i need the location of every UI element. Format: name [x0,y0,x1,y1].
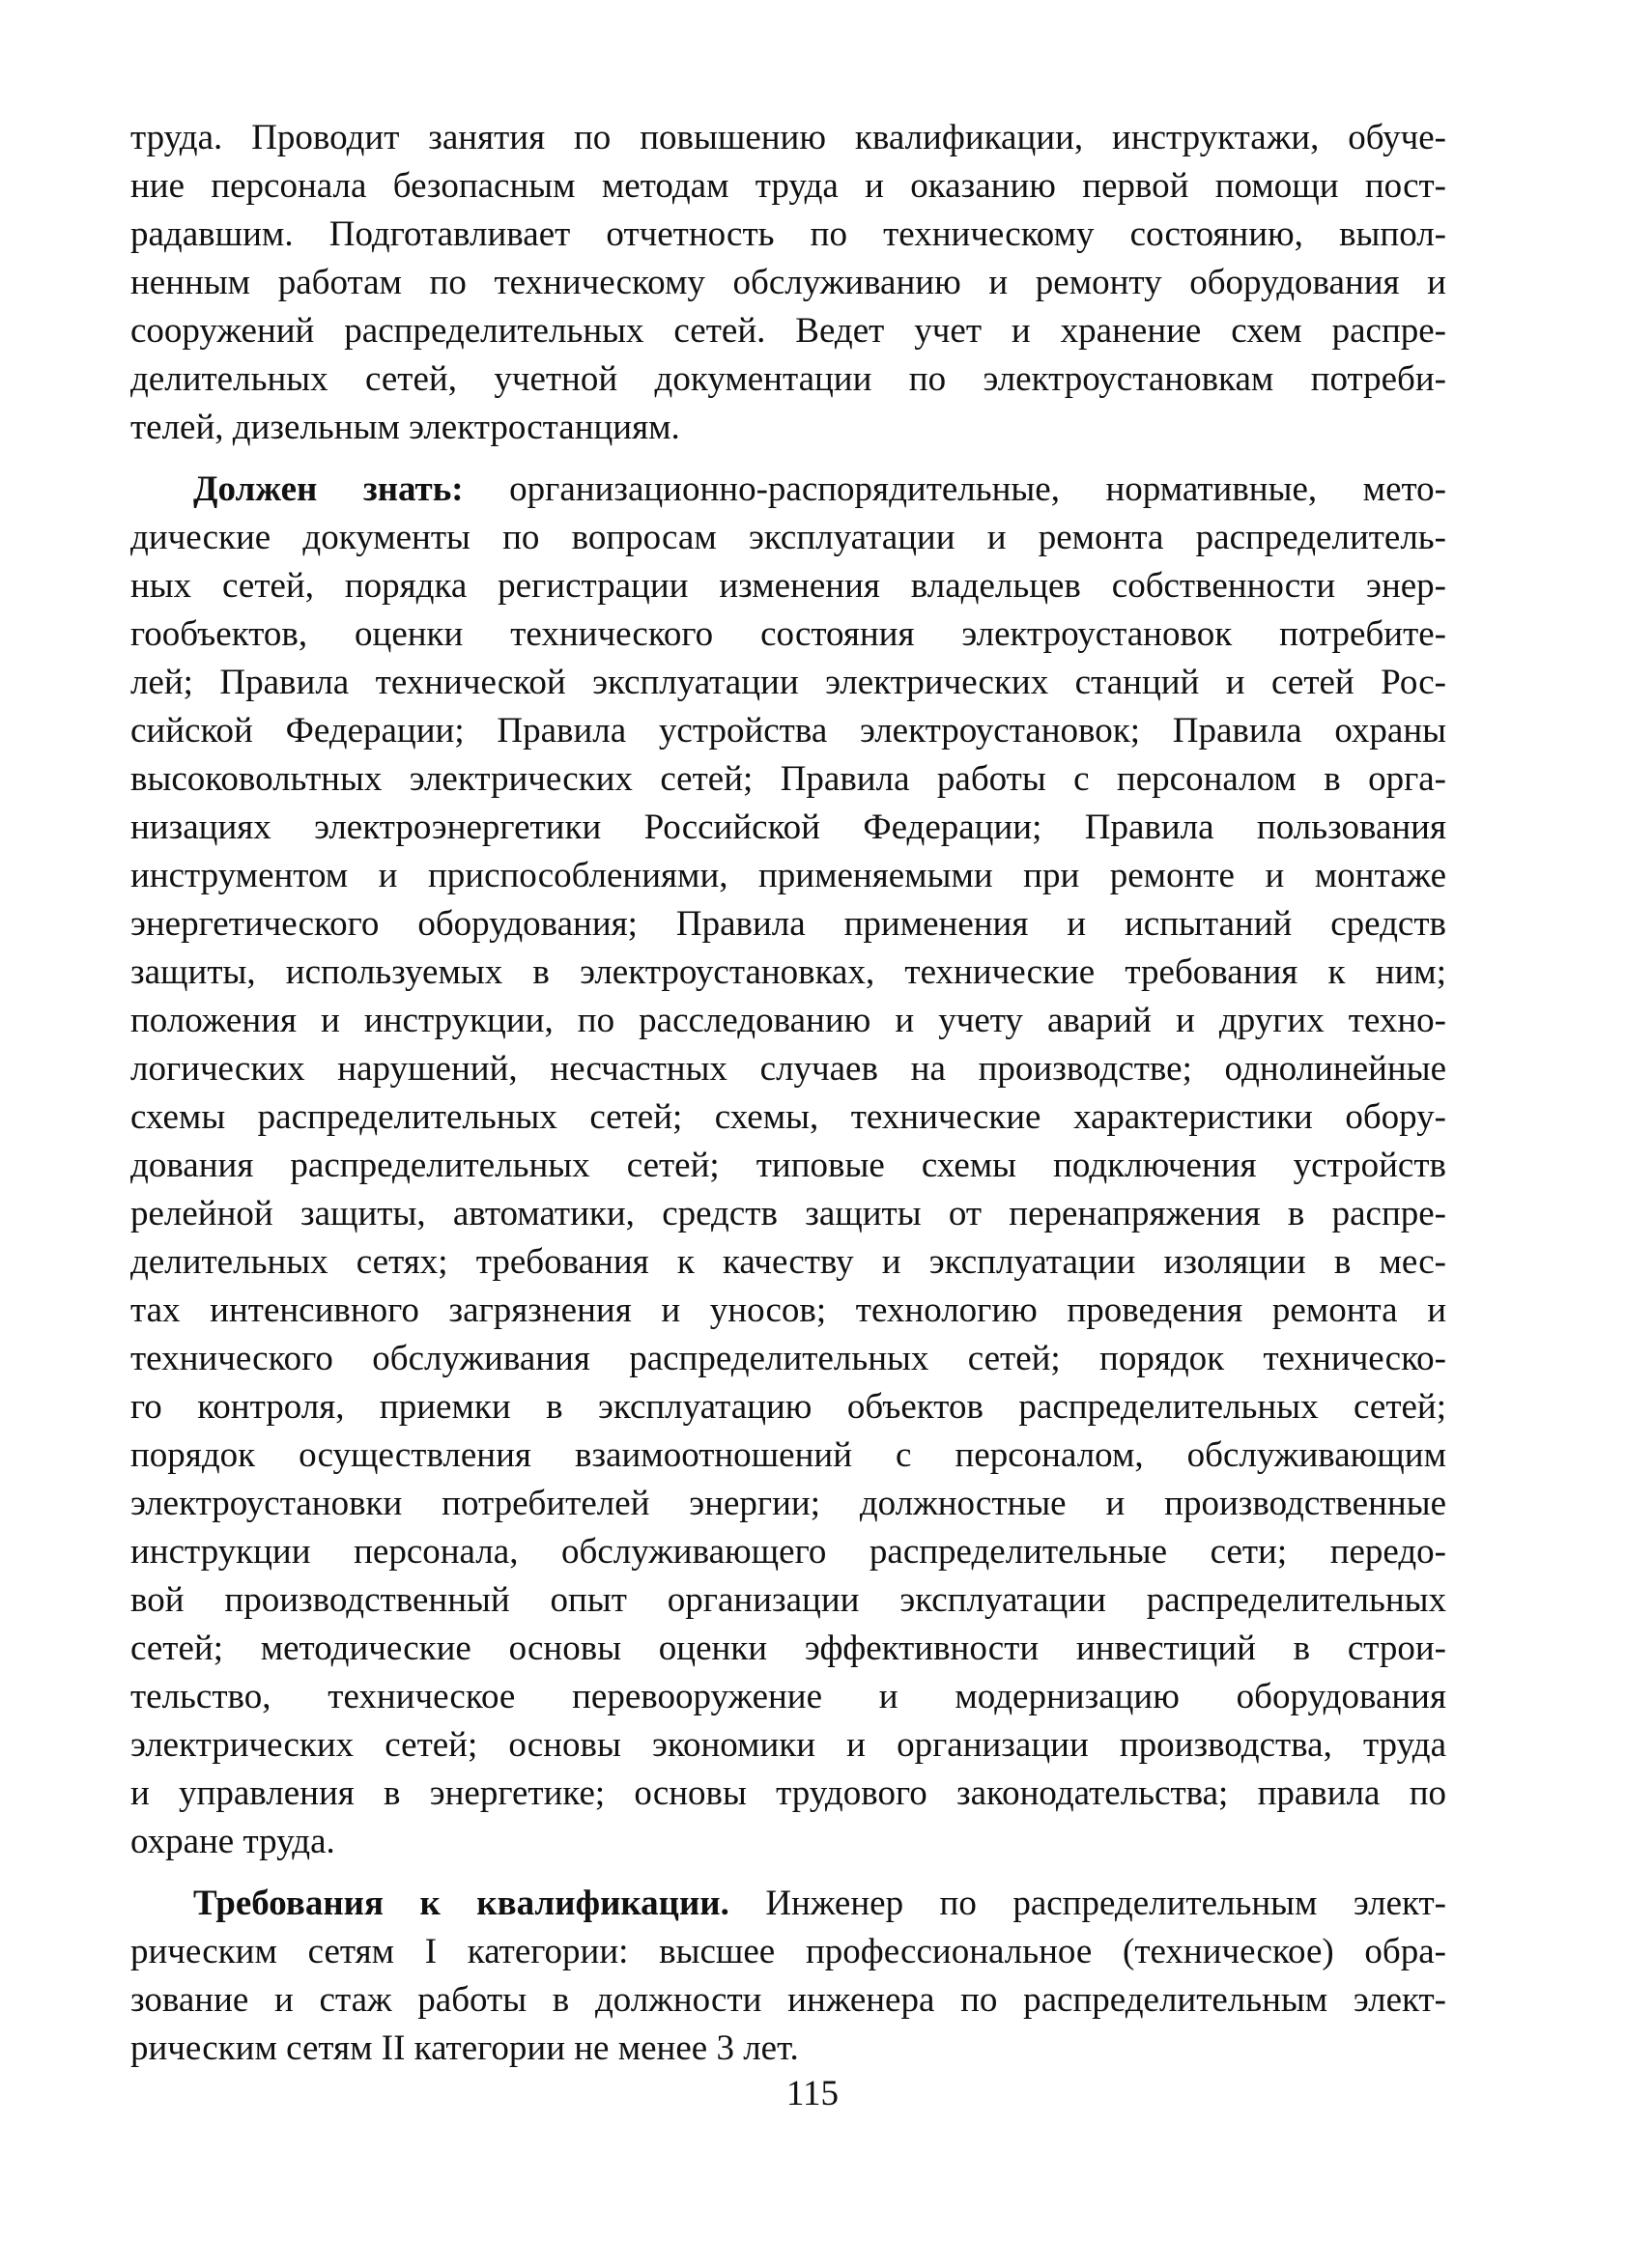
text-line: схемы распределительных сетей; схемы, технические характеристики обору- [130,1097,1446,1137]
paragraph-duties-end [130,114,1446,452]
text-line: и управления в энергетике; основы трудового законодательства; правила по [130,1773,1446,1813]
text-line: порядок осуществления взаимоотношений с персоналом, обслуживающим [130,1435,1446,1475]
paragraph-first-line: Должен знать: организационно-распорядительные, нормативные, мето- [193,469,1446,509]
text-line: логических нарушений, несчастных случаев на производстве; однолинейные [130,1049,1446,1089]
text-line: энергетического оборудования; Правила применения и испытаний средств [130,904,1446,944]
text-line: низациях электроэнергетики Российской Федерации; Правила пользования [130,808,1446,847]
paragraph-qualification-requirements [130,1880,1446,2073]
text-line: тах интенсивного загрязнения и уносов; технологию проведения ремонта и [130,1290,1446,1330]
text-line: технического обслуживания распределительных сетей; порядок техническо- [130,1339,1446,1378]
text-line: сооружений распределительных сетей. Ведет учет и хранение схем распре- [130,311,1446,351]
text-line: электрических сетей; основы экономики и организации производства, труда [130,1725,1446,1765]
text-line: дические документы по вопросам эксплуатации и ремонта распределитель- [130,518,1446,557]
page-number: 115 [785,2074,840,2113]
text-line: делительных сетей, учетной документации по электроустановкам потреби- [130,359,1446,399]
text-line: инструкции персонала, обслуживающего распределительные сети; передо- [130,1532,1446,1572]
text-line: положения и инструкции, по расследованию и учету аварий и других техно- [130,1001,1446,1040]
text-line: рическим сетям II категории не менее 3 лет. [130,2028,799,2068]
text-line: телей, дизельным электростанциям. [130,408,680,447]
text-line: лей; Правила технической эксплуатации электрических станций и сетей Рос- [130,663,1446,702]
text-line: электроустановки потребителей энергии; должностные и производственные [130,1484,1446,1523]
text-line: ние персонала безопасным методам труда и оказанию первой помощи пост- [130,166,1446,206]
text-line: гообъектов, оценки технического состояния электроустановок потребите- [130,614,1446,654]
text-line: делительных сетях; требования к качеству и эксплуатации изоляции в мес- [130,1242,1446,1282]
text-line: инструментом и приспособлениями, применяемыми при ремонте и монтаже [130,856,1446,895]
text-line: зование и стаж работы в должности инженера по распределительным элект- [130,1980,1446,2020]
text-line: дования распределительных сетей; типовые схемы подключения устройств [130,1146,1446,1185]
text-line: труда. Проводит занятия по повышению квалификации, инструктажи, обуче- [130,118,1446,157]
body-text [130,114,1446,2073]
section-lead-must-know: Должен знать: [193,469,464,509]
text-line: ненным работам по техническому обслуживанию и ремонту оборудования и [130,263,1446,302]
text-line: радавшим. Подготавливает отчетность по техническому состоянию, выпол- [130,214,1446,254]
paragraph-first-line: Требования к квалификации. Инженер по распределительным элект- [193,1884,1446,1923]
paragraph-must-know [130,466,1446,1866]
text-line: рическим сетям I категории: высшее профессиональное (техническое) обра- [130,1932,1446,1971]
text-line: высоковольтных электрических сетей; Правила работы с персоналом в орга- [130,759,1446,799]
text-line: охране труда. [130,1822,335,1861]
section-lead-qualification: Требования к квалификации. [193,1884,729,1923]
text-line: релейной защиты, автоматики, средств защиты от перенапряжения в распре- [130,1194,1446,1233]
text-line: вой производственный опыт организации эксплуатации распределительных [130,1580,1446,1620]
text-line: сетей; методические основы оценки эффективности инвестиций в строи- [130,1629,1446,1668]
text-line: сийской Федерации; Правила устройства электроустановок; Правила охраны [130,711,1446,751]
text-line: ных сетей, порядка регистрации изменения владельцев собственности энер- [130,566,1446,606]
text-line: тельство, техническое перевооружение и модернизацию оборудования [130,1677,1446,1716]
text-line: защиты, используемых в электроустановках, технические требования к ним; [130,952,1446,992]
text-line: го контроля, приемки в эксплуатацию объектов распределительных сетей; [130,1387,1446,1427]
